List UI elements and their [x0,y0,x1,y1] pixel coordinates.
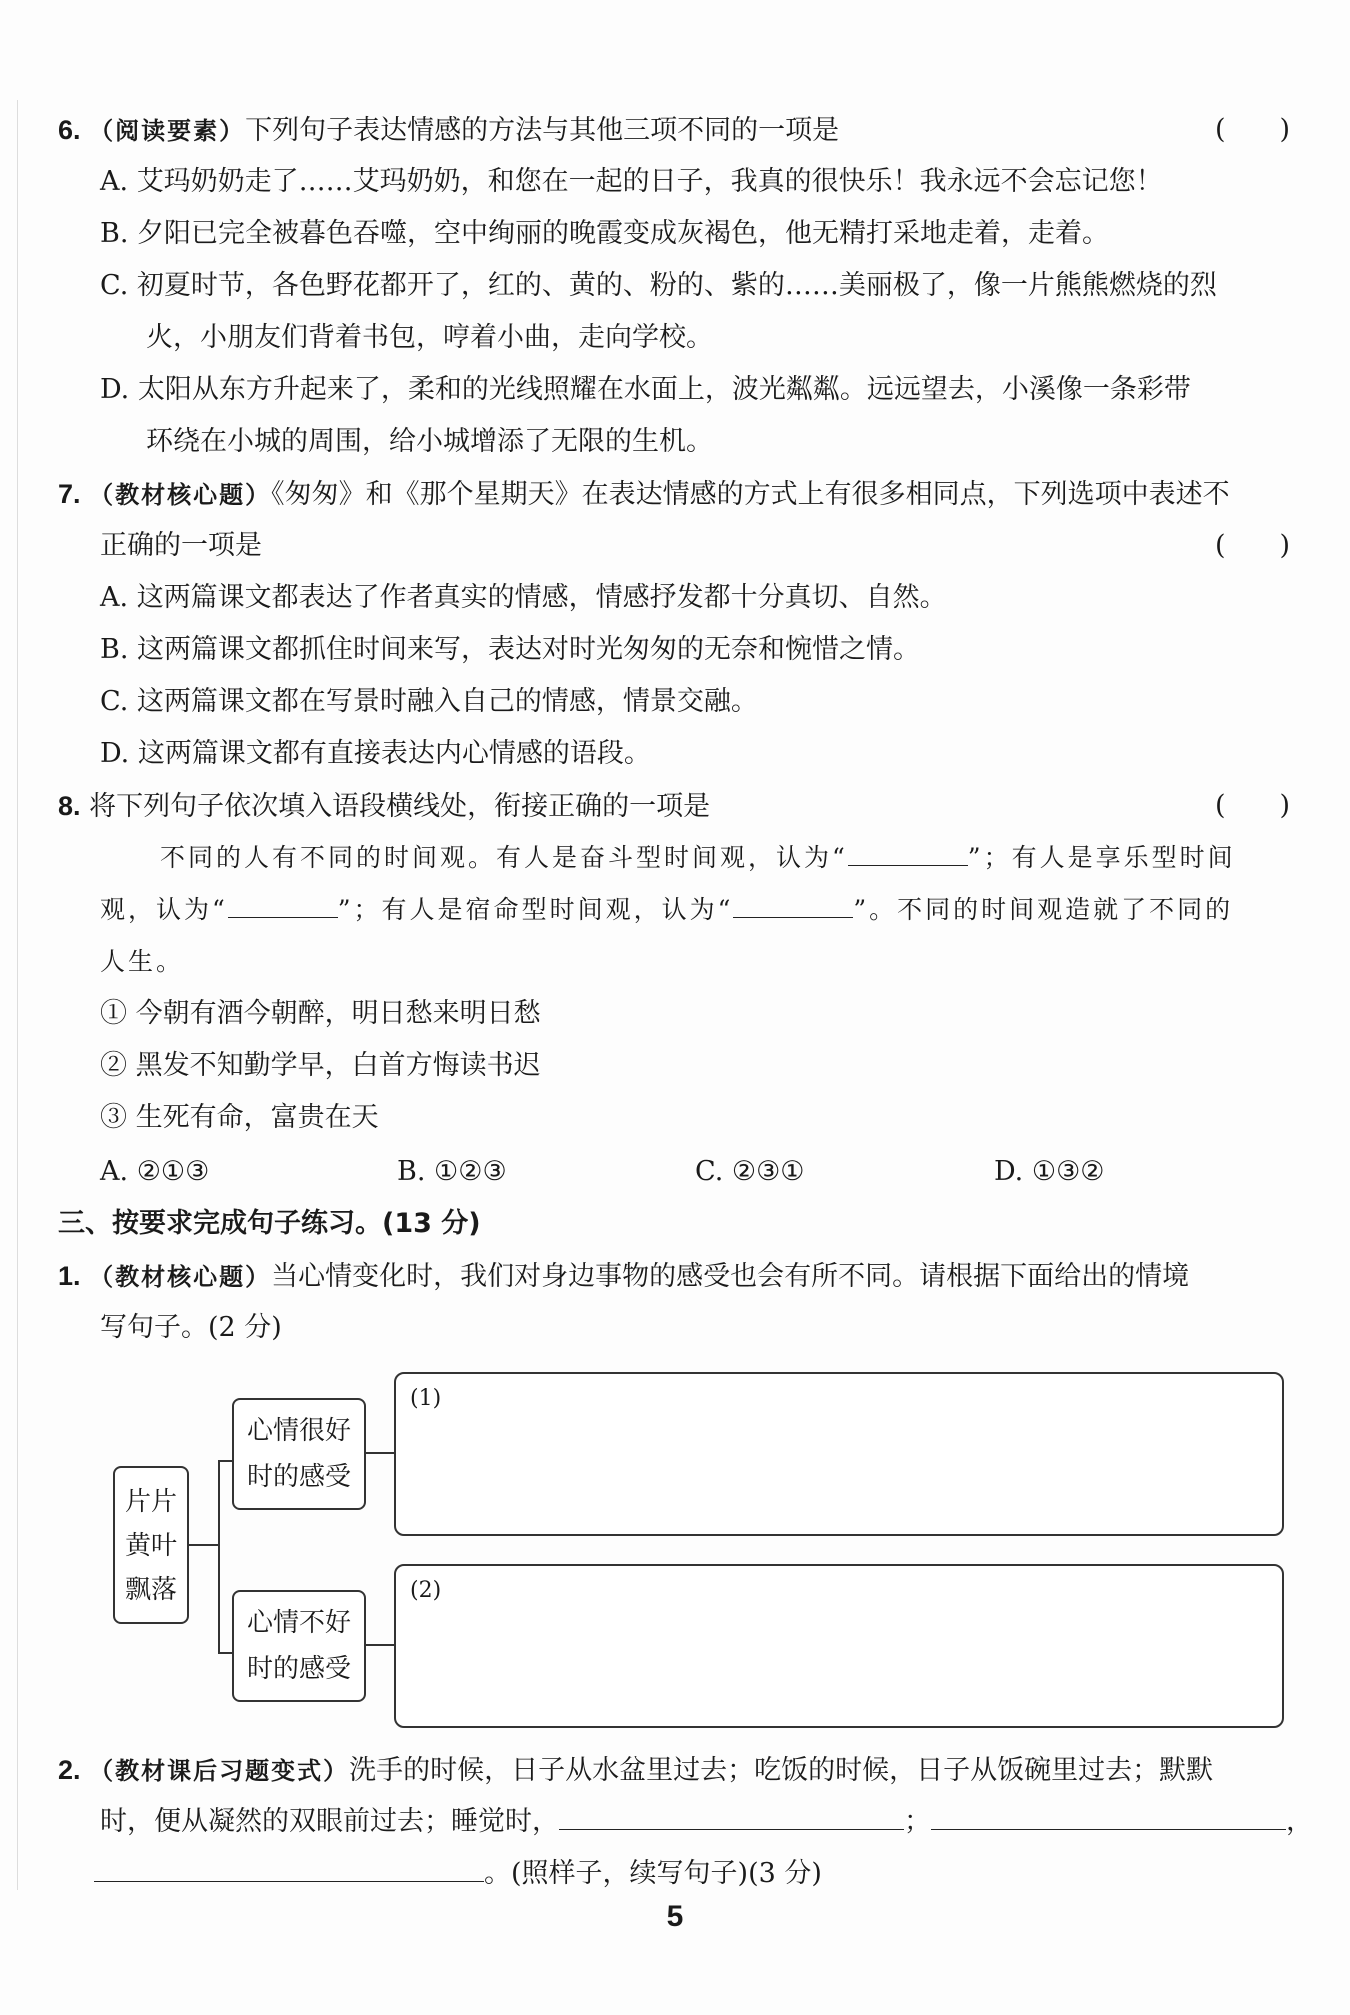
option-text: 夕阳已完全被暮色吞噬，空中绚丽的晚霞变成灰褐色，他无精打采地走着，走着。 [137,218,1110,249]
fill-blank[interactable] [931,1807,1286,1830]
connector-line [189,1544,219,1546]
q8-choice-d [994,1152,1105,1192]
s2-tag: （教材课后习题变式） [89,1756,350,1785]
option-letter: B. [100,634,129,665]
connector-line [218,1460,220,1654]
s2-line3 [94,1854,822,1894]
fill-blank[interactable] [228,895,338,918]
s2-text: 洗手的时候，日子从水盆里过去；吃饭的时候，日子从饭碗里过去；默默 [349,1755,1214,1786]
q8-choice-b [397,1152,507,1192]
passage-text: ”；有人是宿命型时间观，认为“ [337,895,734,924]
option-letter: A. [100,166,129,197]
option-text: 初夏时节，各色野花都开了，红的、黄的、粉的、紫的……美丽极了，像一片熊熊燃烧的烈 [136,270,1217,301]
option-letter: A. [100,582,129,613]
answer-box-2[interactable] [394,1564,1284,1728]
q6-option-a [100,162,1163,202]
s2-number: 2. [58,1755,81,1785]
s2-stem [58,1750,1213,1791]
choice-text: ①③② [1031,1156,1105,1187]
q7-stem-cont: 正确的一项是 [100,530,262,561]
margin-line [17,100,18,1890]
connector-line [366,1452,394,1454]
option-letter: D. [100,374,130,405]
diagram-root-box [113,1466,189,1624]
option-text: 太阳从东方升起来了，柔和的光线照耀在水面上，波光粼粼。远远望去，小溪像一条彩带 [137,374,1191,405]
q6-tag: （阅读要素） [89,116,246,145]
q6-option-c [100,266,1217,306]
q7-option-d [100,734,651,774]
connector-line [218,1460,232,1462]
option-text: 这两篇课文都有直接表达内心情感的语段。 [137,738,651,769]
answer-box-1[interactable] [394,1372,1284,1536]
q6-number: 6. [58,115,81,145]
root-text: 飘落 [124,1575,177,1605]
option-letter: D. [100,738,130,769]
option-letter: C. [100,270,129,301]
diagram-good-mood-box [232,1398,366,1510]
q7-tag: （教材核心题） [89,480,272,509]
passage-text: ”；有人是享乐型时间 [967,843,1236,872]
choice-text: ①②③ [434,1156,507,1187]
fill-blank[interactable] [94,1859,484,1882]
section-heading: 三、按要求完成句子练习。(13 分) [58,1208,481,1239]
choice-letter: D. [994,1156,1024,1187]
option-text: 艾玛奶奶走了……艾玛奶奶，和您在一起的日子，我真的很快乐！我永远不会忘记您！ [136,166,1163,197]
choice-letter: B. [397,1156,426,1187]
passage-text: 观，认为“ [100,895,228,924]
q6-text: 下列句子表达情感的方法与其他三项不同的一项是 [245,115,840,146]
choice-letter: C. [695,1156,724,1187]
choice-text: ②①③ [136,1156,210,1187]
q7-option-a [100,578,947,618]
option-text: 这两篇课文都在写景时融入自己的情感，情景交融。 [136,686,758,717]
q7-stem [58,474,1230,515]
root-text: 黄叶 [124,1531,177,1561]
option-text: 这两篇课文都抓住时间来写，表达对时光匆匆的无奈和惋惜之情。 [137,634,921,665]
q8-passage-line1 [160,838,1236,878]
answer-label: (2) [410,1578,442,1603]
q6-option-d [100,370,1191,410]
s2-text: ； [904,1806,931,1837]
passage-text: 不同的人有不同的时间观。有人是奋斗型时间观，认为“ [160,843,848,872]
q8-choice-a [100,1152,209,1192]
choice-letter: A. [100,1156,129,1187]
q6-answer-paren[interactable]: ( ) [1215,114,1291,145]
q8-answer-paren[interactable]: ( ) [1215,790,1291,821]
passage-text: ”。不同的时间观造就了不同的 [853,895,1234,924]
q6-option-b [100,214,1109,254]
answer-label: (1) [410,1386,442,1411]
q6-option-c-cont: 火，小朋友们背着书包，哼着小曲，走向学校。 [146,322,713,353]
q7-answer-paren[interactable]: ( ) [1215,530,1291,561]
s1-number: 1. [58,1261,81,1291]
s2-text: ， [1286,1806,1313,1837]
fill-blank[interactable] [848,843,968,866]
q6-option-d-cont: 环绕在小城的周围，给小城增添了无限的生机。 [146,426,713,457]
s1-stem-cont: 写句子。(2 分) [100,1312,282,1343]
q7-option-b [100,630,920,670]
option-letter: B. [100,218,129,249]
q8-choice-c [695,1152,805,1192]
diagram-bad-mood-box [232,1590,366,1702]
q7-text: 《匆匆》和《那个星期天》在表达情感的方式上有很多相同点，下列选项中表述不 [271,479,1230,510]
q8-stem [58,786,710,827]
s2-line2 [100,1802,1313,1842]
q8-text: 将下列句子依次填入语段横线处，衔接正确的一项是 [89,791,711,822]
fill-blank[interactable] [733,895,853,918]
s2-text: 时，便从凝然的双眼前过去；睡觉时， [100,1806,559,1837]
q7-number: 7. [58,479,81,509]
fill-blank[interactable] [559,1807,904,1830]
q6-stem [58,110,839,151]
q8-item-1: ① 今朝有酒今朝醉，明日愁来明日愁 [100,998,541,1029]
q8-passage-line2 [100,890,1233,930]
connector-line [366,1644,394,1646]
s2-text: 。(照样子，续写句子)(3 分) [484,1858,822,1889]
box-text: 时的感受 [246,1654,351,1684]
q8-item-3: ③ 生死有命，富贵在天 [100,1102,379,1133]
connector-line [218,1652,232,1654]
q8-passage-line3: 人生。 [100,947,185,976]
option-text: 这两篇课文都表达了作者真实的情感，情感抒发都十分真切、自然。 [136,582,947,613]
choice-text: ②③① [731,1156,805,1187]
q7-option-c [100,682,758,722]
s1-tag: （教材核心题） [89,1262,272,1291]
q8-item-2: ② 黑发不知勤学早，白首方悔读书迟 [100,1050,541,1081]
s1-stem [58,1256,1189,1297]
s1-text: 当心情变化时，我们对身边事物的感受也会有所不同。请根据下面给出的情境 [271,1261,1190,1292]
root-text: 片片 [124,1487,177,1517]
option-letter: C. [100,686,129,717]
q8-number: 8. [58,791,81,821]
page-number: 5 [666,1900,684,1933]
box-text: 心情很好 [246,1416,351,1446]
box-text: 心情不好 [246,1608,351,1638]
box-text: 时的感受 [246,1462,351,1492]
